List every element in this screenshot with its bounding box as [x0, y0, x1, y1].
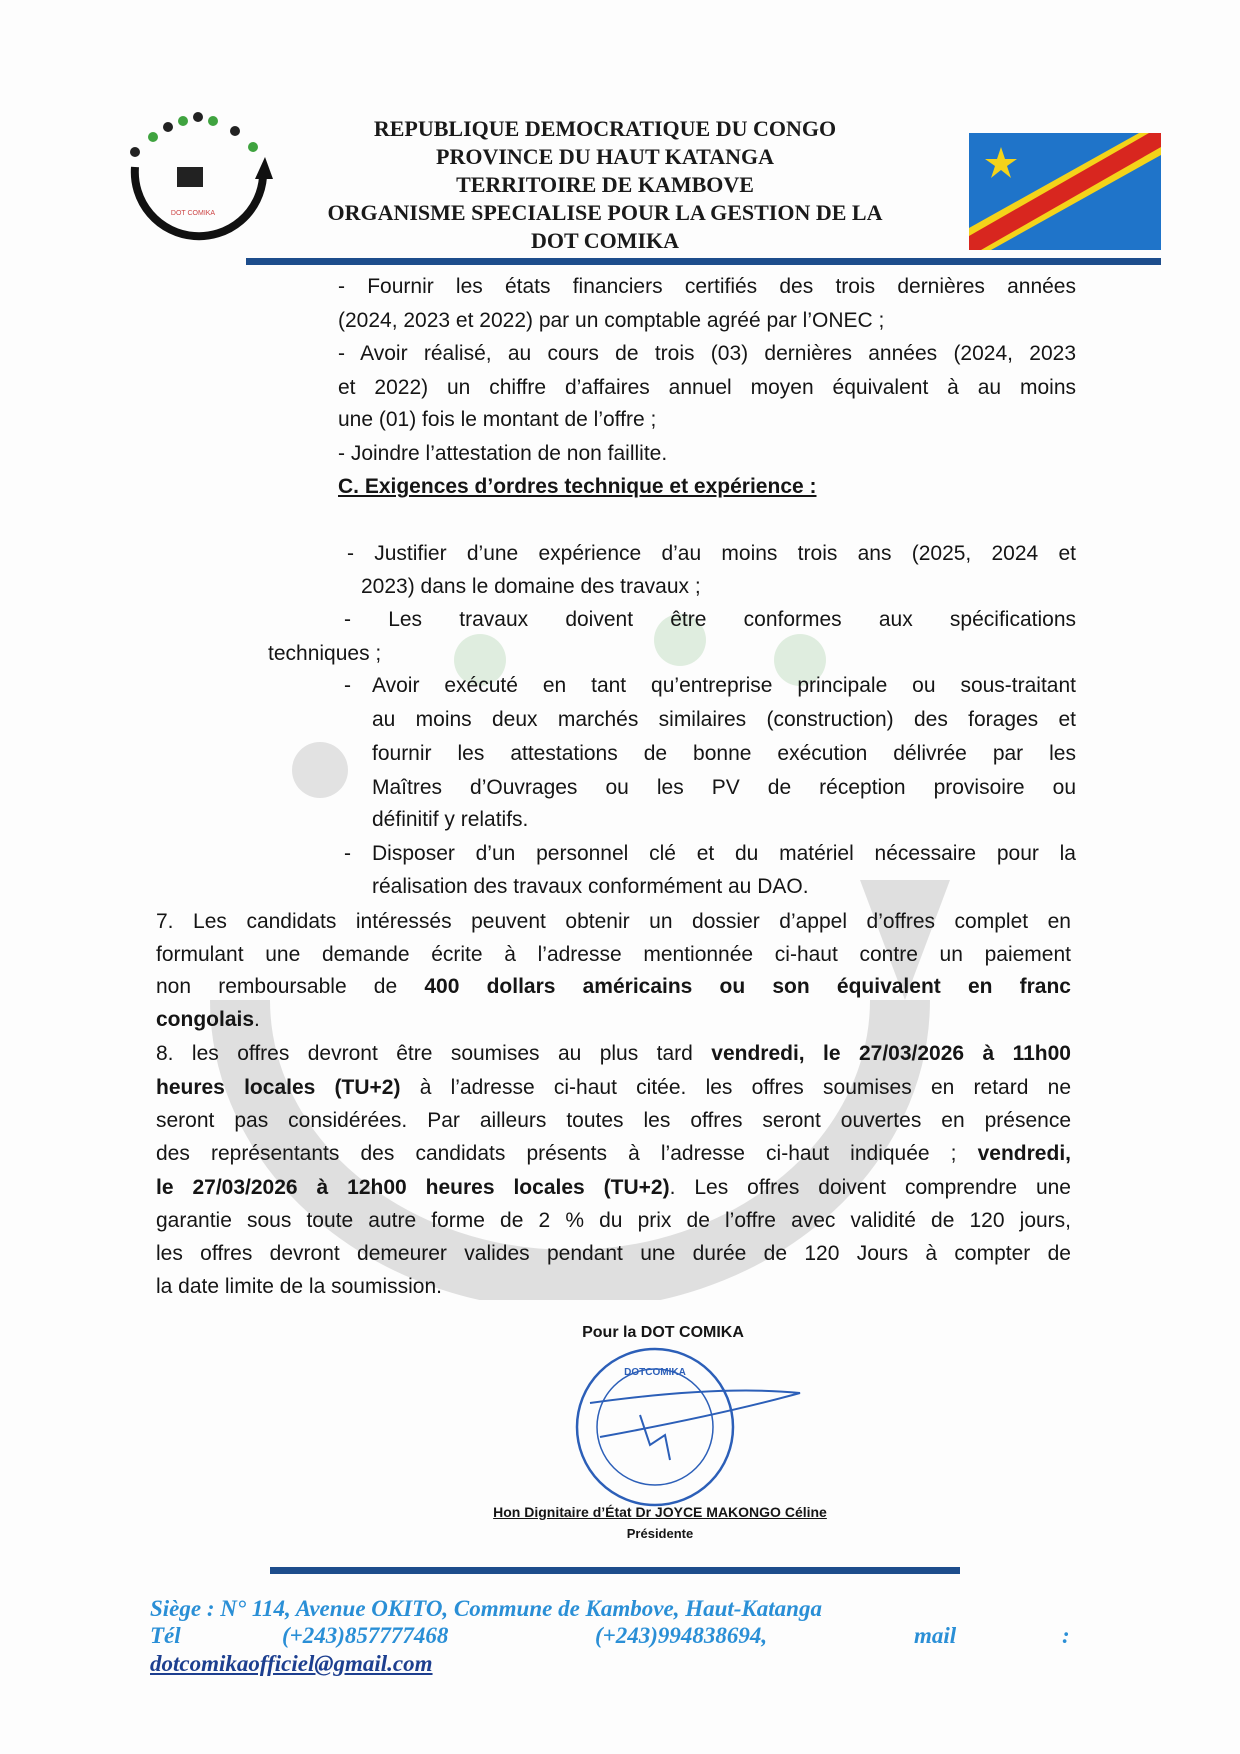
text: . Les offres doivent comprendre une	[669, 1176, 1071, 1199]
text: .	[254, 1008, 260, 1031]
text: - Fournir les états financiers certifiés des trois dernières années	[338, 275, 1076, 298]
body-line	[156, 1108, 1071, 1134]
footer-divider	[270, 1567, 960, 1574]
text: - Avoir réalisé, au cours de trois (03) dernières années (2024, 2023	[338, 342, 1076, 365]
body-line	[372, 673, 1076, 699]
text: définitif y relatifs.	[372, 808, 529, 831]
header-divider	[246, 258, 1161, 265]
body-line	[372, 741, 1076, 767]
body-line	[372, 841, 1076, 867]
text: une (01) fois le montant de l’offre ;	[338, 408, 657, 431]
bold-text: C. Exigences d’ordres technique et expérience :	[338, 475, 817, 498]
header-line-2: PROVINCE DU HAUT KATANGA	[436, 144, 774, 169]
text: - Les travaux doivent être conformes aux spécifications	[344, 608, 1076, 631]
text: (2024, 2023 et 2022) par un comptable agréé par l’ONEC ;	[338, 309, 885, 332]
body-line	[338, 341, 1076, 367]
text: 8. les offres devront être soumises au plus tard	[156, 1042, 712, 1065]
body-line	[338, 441, 667, 467]
body-line	[338, 274, 1076, 300]
official-stamp	[570, 1345, 810, 1510]
dot-comika-logo	[113, 107, 288, 245]
body-line	[372, 807, 528, 833]
footer-phone-1: (+243)857777468	[282, 1623, 449, 1648]
text: Disposer d’un personnel clé et du matériel nécessaire pour la	[372, 842, 1076, 865]
text: formulant une demande écrite à l’adresse mentionnée ci-haut contre un paiement	[156, 943, 1071, 966]
body-line	[156, 1175, 1071, 1201]
body-line	[156, 974, 1071, 1000]
body-line	[372, 874, 809, 900]
section-c-heading	[338, 474, 817, 500]
text: 7. Les candidats intéressés peuvent obtenir un dossier d’appel d’offres complet en	[156, 910, 1071, 933]
text: Maîtres d’Ouvrages ou les PV de réception provisoire ou	[372, 776, 1076, 799]
signatory-name: Hon Dignitaire d’État Dr JOYCE MAKONGO Céline	[493, 1504, 827, 1520]
text: - Justifier d’une expérience d’au moins trois ans (2025, 2024 et	[347, 542, 1076, 565]
footer-mail-label: mail	[914, 1623, 957, 1648]
text: fournir les attestations de bonne exécution délivrée par les	[372, 742, 1076, 765]
signatory-title: Présidente	[626, 1526, 694, 1541]
body-line	[372, 707, 1076, 733]
text: seront pas considérées. Par ailleurs toutes les offres seront ouvertes en présence	[156, 1109, 1071, 1132]
text: non remboursable de	[156, 975, 425, 998]
footer-colon: :	[1062, 1623, 1070, 1648]
footer-tel-label: Tél	[150, 1623, 181, 1648]
text: des représentants des candidats présents à l’adresse ci-haut indiquée ;	[156, 1142, 978, 1165]
svg-text:DOTCOMIKA: DOTCOMIKA	[624, 1367, 686, 1378]
bold-text: vendredi,	[977, 1142, 1071, 1165]
body-line	[344, 607, 1076, 633]
body-line	[156, 909, 1071, 935]
bold-text: le 27/03/2026 à 12h00 heures locales (TU+2)	[156, 1176, 670, 1199]
text: 2023) dans le domaine des travaux ;	[361, 575, 701, 598]
bold-text: 400 dollars américains ou son équivalent en franc	[424, 975, 1071, 998]
header-line-5: DOT COMIKA	[530, 228, 680, 253]
body-line	[156, 1241, 1071, 1267]
body-line	[338, 375, 1076, 401]
text: les offres devront demeurer valides pendant une durée de 120 Jours à compter de	[156, 1242, 1071, 1265]
text: garantie sous toute autre forme de 2 % du prix de l’offre avec validité de 120 jours,	[156, 1209, 1071, 1232]
header-line-3: TERRITOIRE DE KAMBOVE	[456, 172, 754, 197]
text: techniques ;	[268, 642, 382, 665]
bold-text: vendredi, le 27/03/2026 à 11h00	[711, 1042, 1071, 1065]
body-line	[268, 641, 381, 667]
bullet-dash: -	[344, 674, 351, 697]
body-line	[361, 574, 701, 600]
body-line	[156, 1208, 1071, 1234]
bold-text: congolais	[156, 1008, 255, 1031]
bold-text: heures locales (TU+2)	[156, 1076, 401, 1099]
text: au moins deux marchés similaires (construction) des forages et	[372, 708, 1076, 731]
signature-for-label: Pour la DOT COMIKA	[582, 1324, 744, 1341]
footer-phone-2: (+243)994838694,	[595, 1623, 768, 1648]
logo-text: DOT COMIKA	[170, 210, 216, 217]
footer-email-link[interactable]: dotcomikaofficiel@gmail.com	[150, 1651, 433, 1676]
text: la date limite de la soumission.	[156, 1275, 442, 1298]
body-line	[338, 308, 884, 334]
footer-address: Siège : N° 114, Avenue OKITO, Commune de Kambove, Haut-Katanga	[150, 1596, 822, 1621]
body-line	[338, 407, 656, 433]
body-line	[156, 1075, 1071, 1101]
header-line-4: ORGANISME SPECIALISE POUR LA GESTION DE LA	[327, 200, 883, 225]
body-line	[156, 1007, 260, 1033]
text: à l’adresse ci-haut citée. les offres soumises en retard ne	[400, 1076, 1071, 1099]
body-line	[372, 775, 1076, 801]
header-line-1: REPUBLIQUE DEMOCRATIQUE DU CONGO	[373, 116, 837, 141]
body-line	[156, 1274, 442, 1300]
text: et 2022) un chiffre d’affaires annuel moyen équivalent à au moins	[338, 376, 1076, 399]
body-line	[156, 1141, 1071, 1167]
text: réalisation des travaux conformément au DAO.	[372, 875, 809, 898]
drc-flag	[969, 133, 1161, 250]
text: Avoir exécuté en tant qu’entreprise principale ou sous-traitant	[372, 674, 1076, 697]
bullet-dash: -	[344, 842, 351, 865]
body-line	[347, 541, 1076, 567]
text: - Joindre l’attestation de non faillite.	[338, 442, 668, 465]
body-line	[156, 1041, 1071, 1067]
body-line	[156, 942, 1071, 968]
